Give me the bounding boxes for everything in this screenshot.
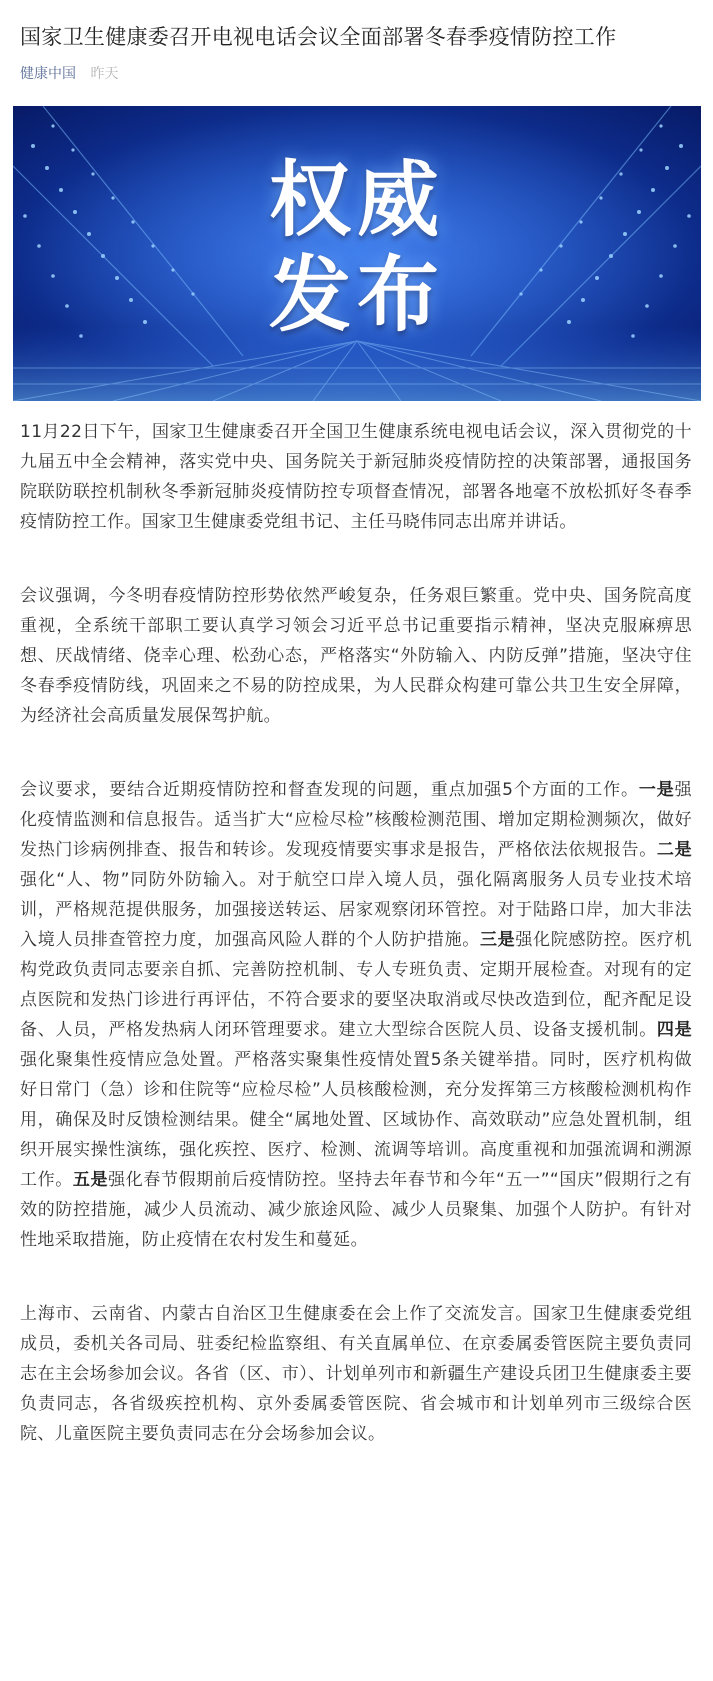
point-1-text: 强化疫情监测和信息报告。适当扩大“应检尽检”核酸检测范围、增加定期检测频次，做好发热门诊病例排查、报告和转诊。发现疫情要实事求是报告，严格依法依规报告。 [20,780,692,860]
paragraph-3-intro: 会议要求，要结合近期疫情防控和督查发现的问题，重点加强5个方面的工作。 [20,780,639,800]
article-body [20,417,692,1449]
article-title: 国家卫生健康委召开电视电话会议全面部署冬春季疫情防控工作 [20,25,617,49]
article-meta [20,64,693,84]
publish-date: 昨天 [90,66,119,82]
author-link[interactable]: 健康中国 [20,66,76,82]
point-3-lead: 三是 [479,930,516,950]
banner-image [13,106,701,401]
banner-title-line1: 权威 [268,153,445,248]
banner-title-line2: 发布 [268,248,445,343]
point-1-lead: 一是 [638,780,675,800]
paragraph-3 [20,775,692,1255]
point-5-text: 强化春节假期前后疫情防控。坚持去年春节和今年“五一”“国庆”假期行之有效的防控措施，减少人员流动、减少旅途风险、减少人员聚集、加强个人防护。有针对性地采取措施，防止疫情在农村发生和蔓延。 [20,1170,692,1250]
point-2-text: 强化“人、物”同防外防输入。对于航空口岸入境人员，强化隔离服务人员专业技术培训，严格规范提供服务，加强接送转运、居家观察闭环管控。对于陆路口岸，加大非法入境人员排查管控力度，加强高风险人群的个人防护措施。 [20,870,692,950]
paragraph-2: 会议强调，今冬明春疫情防控形势依然严峻复杂，任务艰巨繁重。党中央、国务院高度重视，全系统干部职工要认真学习领会习近平总书记重要指示精神，坚决克服麻痹思想、厌战情绪、侥幸心理、松劲心态，严格落实“外防输入、内防反弹”措施，坚决守住冬春季疫情防线，巩固来之不易的防控成果，为人民群众构建可靠公共卫生安全屏障，为经济社会高质量发展保驾护航。 [20,586,692,726]
point-4-lead: 四是 [656,1020,692,1040]
point-2-lead: 二是 [656,840,692,860]
paragraph-1: 11月22日下午，国家卫生健康委召开全国卫生健康系统电视电话会议，深入贯彻党的十九届五中全会精神，落实党中央、国务院关于新冠肺炎疫情防控的决策部署，通报国务院联防联控机制秋冬季新冠肺炎疫情防控专项督查情况，部署各地毫不放松抓好冬春季疫情防控工作。国家卫生健康委党组书记、主任马晓伟同志出席并讲话。 [20,422,692,532]
point-3-text: 强化院感防控。医疗机构党政负责同志要亲自抓、完善防控机制、专人专班负责、定期开展检查。对现有的定点医院和发热门诊进行再评估，不符合要求的要坚决取消或尽快改造到位，配齐配足设备、人员，严格发热病人闭环管理要求。建立大型综合医院人员、设备支援机制。 [20,930,692,1040]
point-4-text: 强化聚集性疫情应急处置。严格落实聚集性疫情处置5条关键举措。同时，医疗机构做好日常门（急）诊和住院等“应检尽检”人员核酸检测，充分发挥第三方核酸检测机构作用，确保及时反馈检测结果。健全“属地处置、区域协作、高效联动”应急处置机制，组织开展实操性演练，强化疾控、医疗、检测、流调等培训。高度重视和加强流调和溯源工作。 [20,1050,692,1190]
paragraph-4: 上海市、云南省、内蒙古自治区卫生健康委在会上作了交流发言。国家卫生健康委党组成员，委机关各司局、驻委纪检监察组、有关直属单位、在京委属委管医院主要负责同志在主会场参加会议。各省（区、市）、计划单列市和新疆生产建设兵团卫生健康委主要负责同志，各省级疾控机构、京外委属委管医院、省会城市和计划单列市三级综合医院、儿童医院主要负责同志在分会场参加会议。 [20,1304,692,1444]
point-5-lead: 五是 [72,1170,109,1190]
